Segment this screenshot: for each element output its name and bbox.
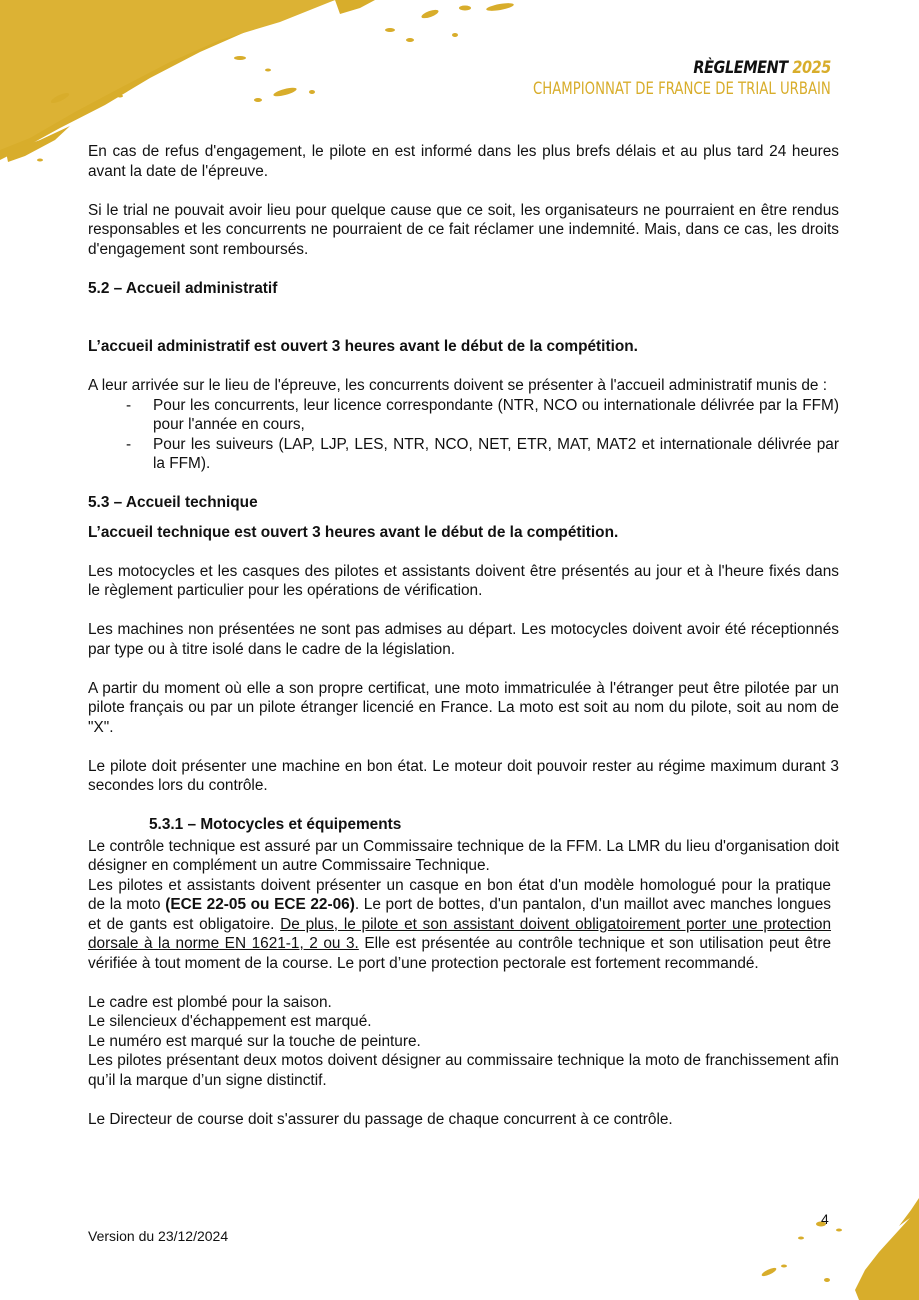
header-reglement-word: RÈGLEMENT [693, 58, 788, 78]
paragraph-annulation-trial: Si le trial ne pouvait avoir lieu pour quelque cause que ce soit, les organisateurs ne pourraient en être rendus responsables et les concurrents ne pourraient de ce fait réclamer une indemnité. Mais, dans ce cas, les droits d'engagement sont remboursés. [88, 201, 839, 258]
section-5-3-paragraph-certificat: A partir du moment où elle a son propre certificat, une moto immatriculée à l'étranger peut être pilotée par un pilote français ou par un pilote étranger licencié en France. La moto est soit au nom du pilote, soit au nom de "X". [88, 679, 839, 736]
section-5-3-1-title: 5.3.1 – Motocycles et équipements [149, 816, 402, 833]
list-item: - Pour les concurrents, leur licence correspondante (NTR, NCO ou internationale délivrée par la FFM) pour l'année en cours, [126, 396, 839, 433]
line-silencieux: Le silencieux d'échappement est marqué. [88, 1013, 372, 1030]
brush-stroke-bottom-decoration [749, 1190, 919, 1300]
line-numero: Le numéro est marqué sur la touche de peinture. [88, 1032, 421, 1050]
section-5-3-bold-notice: L’accueil technique est ouvert 3 heures avant le début de la compétition. [88, 523, 619, 541]
section-5-2-list [88, 396, 839, 474]
dorsal-protection-underlined: De plus, le pilote et son assistant doivent obligatoirement porter une protection dorsale à la norme EN 1621-1, 2 ou 3. [88, 915, 832, 952]
list-item: - Pour les suiveurs (LAP, LJP, LES, NTR, NCO, NET, ETR, MAT, MAT2 et internationale délivrée par la FFM). [126, 435, 839, 472]
section-5-3-1-paragraph-equipements: Les pilotes et assistants doivent présenter un casque en bon état d'un modèle homologué pour la pratique de la moto (ECE 22-05 ou ECE 22-06). Le port de bottes, d'un pantalon, d'un maillot avec manches longues et de gants est obligatoire. De plus, le pilote et son assistant doivent obligatoirement porter une protection dorsale à la norme EN 1621-1, 2 ou 3. Elle est présentée au contrôle technique et son utilisation peut être vérifiée à tout moment de la course. Le port d’une protection pectorale est fortement recommandé. [88, 876, 832, 972]
section-5-3-1-paragraph-controle: Le contrôle technique est assuré par un Commissaire technique de la FFM. La LMR du lieu d'organisation doit désigner en complément un autre Commissaire Technique. [88, 837, 839, 874]
section-5-3-paragraph-presentation: Les motocycles et les casques des pilotes et assistants doivent être présentés au jour et à l'heure fixés dans le règlement particulier pour les opérations de vérification. [88, 562, 839, 599]
header-reglement-year: 2025 [792, 58, 831, 78]
section-5-2-bold-notice: L’accueil administratif est ouvert 3 heures avant le début de la compétition. [88, 338, 638, 355]
line-directeur: Le Directeur de course doit s'assurer du passage de chaque concurrent à ce contrôle. [88, 1110, 673, 1128]
header-title [506, 58, 831, 78]
section-5-3-title: 5.3 – Accueil technique [88, 494, 258, 511]
paragraph-refus-engagement: En cas de refus d'engagement, le pilote en est informé dans les plus brefs délais et au plus tard 24 heures avant la date de l'épreuve. [88, 143, 839, 180]
document-header [449, 58, 831, 100]
section-5-3-paragraph-machines: Les machines non présentées ne sont pas admises au départ. Les motocycles doivent avoir été réceptionnés par type ou à titre isolé dans le cadre de la législation. [88, 621, 839, 658]
section-5-2-intro: A leur arrivée sur le lieu de l'épreuve, les concurrents doivent se présenter à l'accueil administratif munis de : [88, 377, 828, 394]
page-number: 4 [821, 1211, 829, 1227]
section-5-3-paragraph-bon-etat: Le pilote doit présenter une machine en bon état. Le moteur doit pouvoir rester au régime maximum durant 3 secondes lors du contrôle. [88, 757, 839, 794]
footer-version: Version du 23/12/2024 [88, 1228, 229, 1244]
document-body [88, 142, 839, 1129]
header-subtitle: CHAMPIONNAT DE FRANCE DE TRIAL URBAIN [533, 79, 831, 99]
line-cadre: Le cadre est plombé pour la saison. [88, 993, 332, 1011]
section-5-2-title: 5.2 – Accueil administratif [88, 279, 278, 297]
line-deux-motos: Les pilotes présentant deux motos doivent désigner au commissaire technique la moto de franchissement afin qu’il la marque d’un signe distinctif. [88, 1052, 839, 1089]
